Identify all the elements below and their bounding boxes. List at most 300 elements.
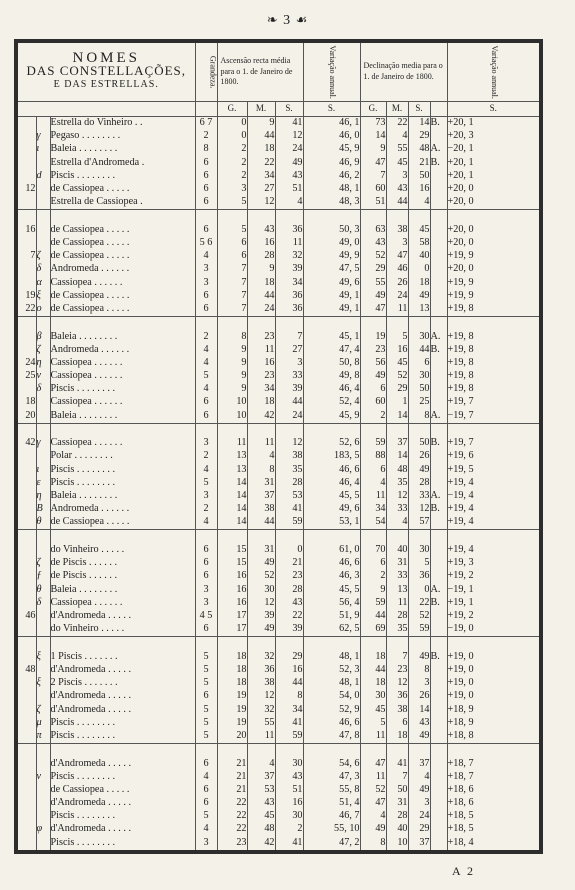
magnitude: 6 xyxy=(195,797,217,810)
magnitude: 4 xyxy=(195,463,217,476)
star-name: de Cassiopea . . . . . xyxy=(50,784,195,797)
dec-hemisphere xyxy=(430,703,447,716)
dec-seconds: 30 xyxy=(408,370,430,383)
dec-annual-variation: +18, 9 xyxy=(447,703,539,716)
dec-degrees: 34 xyxy=(360,503,386,516)
dec-seconds: 45 xyxy=(408,223,430,236)
sub-s: S. xyxy=(275,101,303,116)
ra-seconds: 23 xyxy=(275,570,303,583)
bayer-letter: ν xyxy=(36,370,50,383)
separator-cell xyxy=(18,316,36,330)
dec-annual-variation: +20, 1 xyxy=(447,156,539,169)
ra-seconds: 43 xyxy=(275,770,303,783)
flamsteed-number xyxy=(18,156,36,169)
table-row xyxy=(18,823,539,836)
flamsteed-number xyxy=(18,343,36,356)
dec-seconds: 0 xyxy=(408,263,430,276)
ra-hours: 18 xyxy=(217,664,247,677)
dec-hemisphere xyxy=(430,183,447,196)
dec-seconds: 29 xyxy=(408,823,430,836)
dec-annual-variation: +20, 0 xyxy=(447,183,539,196)
ra-annual-variation: 45, 9 xyxy=(303,409,360,423)
star-name: Piscis . . . . . . . . xyxy=(50,716,195,729)
dec-hemisphere: A. xyxy=(430,583,447,596)
header-grandeza: Grandeza. xyxy=(195,43,217,101)
bayer-letter xyxy=(36,623,50,637)
ra-hours: 10 xyxy=(217,396,247,409)
flamsteed-number xyxy=(18,130,36,143)
dec-seconds: 44 xyxy=(408,343,430,356)
magnitude: 3 xyxy=(195,263,217,276)
ra-minutes: 44 xyxy=(247,516,275,530)
bayer-letter: ι xyxy=(36,463,50,476)
magnitude: 6 xyxy=(195,570,217,583)
separator-cell xyxy=(217,743,247,757)
ra-annual-variation: 51, 4 xyxy=(303,797,360,810)
dec-seconds: 16 xyxy=(408,183,430,196)
bayer-letter xyxy=(36,757,50,770)
dec-degrees: 14 xyxy=(360,130,386,143)
magnitude: 4 xyxy=(195,250,217,263)
dec-degrees: 9 xyxy=(360,583,386,596)
dec-minutes: 6 xyxy=(386,716,408,729)
ra-seconds: 35 xyxy=(275,463,303,476)
ra-minutes: 16 xyxy=(247,357,275,370)
dec-minutes: 11 xyxy=(386,596,408,609)
ra-minutes: 43 xyxy=(247,797,275,810)
table-row xyxy=(18,183,539,196)
table-row xyxy=(18,596,539,609)
dec-annual-variation: +18, 9 xyxy=(447,716,539,729)
separator-cell xyxy=(36,210,50,224)
ra-seconds: 4 xyxy=(275,196,303,210)
ra-seconds: 3 xyxy=(275,357,303,370)
ra-hours: 7 xyxy=(217,276,247,289)
bayer-letter xyxy=(36,183,50,196)
dec-minutes: 35 xyxy=(386,623,408,637)
dec-seconds: 37 xyxy=(408,836,430,850)
dec-degrees: 47 xyxy=(360,303,386,317)
dec-seconds: 6 xyxy=(408,357,430,370)
table-row xyxy=(18,357,539,370)
title-line-3: E DAS ESTRELLAS. xyxy=(53,78,159,90)
magnitude: 8 xyxy=(195,143,217,156)
dec-hemisphere: B. xyxy=(430,156,447,169)
dec-degrees: 44 xyxy=(360,664,386,677)
dec-seconds: 49 xyxy=(408,650,430,663)
bayer-letter xyxy=(36,223,50,236)
ra-seconds: 24 xyxy=(275,409,303,423)
ra-minutes: 49 xyxy=(247,623,275,637)
separator-cell xyxy=(50,423,195,437)
dec-seconds: 26 xyxy=(408,690,430,703)
dec-hemisphere xyxy=(430,544,447,557)
dec-seconds: 58 xyxy=(408,237,430,250)
dec-degrees: 55 xyxy=(360,276,386,289)
ra-minutes: 9 xyxy=(247,116,275,130)
dec-minutes: 46 xyxy=(386,263,408,276)
table-row xyxy=(18,450,539,463)
dec-seconds: 14 xyxy=(408,703,430,716)
dec-hemisphere xyxy=(430,476,447,489)
separator-cell xyxy=(303,637,360,651)
magnitude: 6 xyxy=(195,409,217,423)
ra-minutes: 28 xyxy=(247,250,275,263)
star-name: d'Andromeda . . . . . xyxy=(50,703,195,716)
bayer-letter: d xyxy=(36,169,50,182)
separator-cell xyxy=(408,637,430,651)
magnitude: 6 xyxy=(195,169,217,182)
ra-minutes: 32 xyxy=(247,650,275,663)
separator-cell xyxy=(303,316,360,330)
ra-seconds: 39 xyxy=(275,263,303,276)
ra-seconds: 2 xyxy=(275,823,303,836)
table-row xyxy=(18,223,539,236)
separator-cell xyxy=(247,210,275,224)
star-rows xyxy=(18,116,539,850)
ra-annual-variation: 46, 0 xyxy=(303,130,360,143)
ra-annual-variation: 46, 6 xyxy=(303,463,360,476)
dec-seconds: 29 xyxy=(408,130,430,143)
ra-hours: 15 xyxy=(217,557,247,570)
ra-hours: 2 xyxy=(217,156,247,169)
table-row xyxy=(18,330,539,343)
magnitude: 3 xyxy=(195,437,217,450)
dec-hemisphere xyxy=(430,303,447,317)
separator-cell xyxy=(447,316,539,330)
dec-hemisphere: B. xyxy=(430,437,447,450)
table-row xyxy=(18,730,539,744)
ra-annual-variation: 46, 4 xyxy=(303,476,360,489)
dec-seconds: 26 xyxy=(408,450,430,463)
table-row xyxy=(18,757,539,770)
ra-hours: 21 xyxy=(217,770,247,783)
left-ornament-icon: ❧ xyxy=(266,12,279,27)
ra-seconds: 24 xyxy=(275,143,303,156)
ra-minutes: 12 xyxy=(247,196,275,210)
dec-degrees: 52 xyxy=(360,784,386,797)
dec-minutes: 1 xyxy=(386,396,408,409)
dec-minutes: 43 xyxy=(386,183,408,196)
magnitude: 5 xyxy=(195,476,217,489)
separator-cell xyxy=(195,637,217,651)
ra-hours: 19 xyxy=(217,690,247,703)
dec-degrees: 56 xyxy=(360,357,386,370)
ra-seconds: 34 xyxy=(275,703,303,716)
ra-minutes: 32 xyxy=(247,703,275,716)
dec-annual-variation: +19, 4 xyxy=(447,516,539,530)
ra-minutes: 4 xyxy=(247,450,275,463)
separator-cell xyxy=(50,637,195,651)
magnitude: 5 xyxy=(195,810,217,823)
ra-seconds: 16 xyxy=(275,797,303,810)
ra-hours: 14 xyxy=(217,503,247,516)
dec-annual-variation: +18, 7 xyxy=(447,757,539,770)
separator-cell xyxy=(18,743,36,757)
dec-degrees: 11 xyxy=(360,770,386,783)
ra-minutes: 11 xyxy=(247,437,275,450)
dec-degrees: 18 xyxy=(360,677,386,690)
dec-degrees: 6 xyxy=(360,383,386,396)
ra-minutes: 52 xyxy=(247,570,275,583)
ra-hours: 17 xyxy=(217,610,247,623)
flamsteed-number xyxy=(18,703,36,716)
dec-hemisphere xyxy=(430,169,447,182)
bayer-letter: δ xyxy=(36,383,50,396)
star-table-frame xyxy=(14,39,543,854)
ra-annual-variation: 48, 1 xyxy=(303,677,360,690)
table-row xyxy=(18,516,539,530)
flamsteed-number xyxy=(18,836,36,850)
separator-cell xyxy=(430,423,447,437)
dec-annual-variation: +19, 8 xyxy=(447,357,539,370)
separator-cell xyxy=(217,210,247,224)
table-row xyxy=(18,196,539,210)
dec-minutes: 23 xyxy=(386,664,408,677)
bayer-letter xyxy=(36,690,50,703)
flamsteed-number: 42 xyxy=(25,437,36,449)
sub-g2: G. xyxy=(360,101,386,116)
star-name: de Cassiopea . . . . . xyxy=(50,303,195,317)
dec-annual-variation: +19, 0 xyxy=(447,650,539,663)
sub-s2: S. xyxy=(303,101,360,116)
sub-g: G. xyxy=(217,101,247,116)
dec-degrees: 59 xyxy=(360,596,386,609)
flamsteed-number xyxy=(18,757,36,770)
flamsteed-number: 19 xyxy=(25,289,36,301)
dec-degrees: 49 xyxy=(360,289,386,302)
ra-minutes: 27 xyxy=(247,183,275,196)
ra-annual-variation: 46, 6 xyxy=(303,557,360,570)
dec-minutes: 37 xyxy=(386,437,408,450)
ra-seconds: 43 xyxy=(275,169,303,182)
header-variacao-1: Variação annual. xyxy=(303,43,360,101)
bayer-letter xyxy=(36,544,50,557)
dec-seconds: 40 xyxy=(408,250,430,263)
separator-cell xyxy=(430,316,447,330)
ra-hours: 10 xyxy=(217,409,247,423)
bayer-letter: B xyxy=(36,503,50,516)
group-separator xyxy=(18,423,539,437)
dec-annual-variation: −20, 1 xyxy=(447,143,539,156)
ra-hours: 22 xyxy=(217,823,247,836)
ra-annual-variation: 45, 5 xyxy=(303,490,360,503)
ra-minutes: 31 xyxy=(247,544,275,557)
dec-hemisphere xyxy=(430,730,447,744)
dec-minutes: 29 xyxy=(386,383,408,396)
ra-hours: 6 xyxy=(217,250,247,263)
ra-minutes: 12 xyxy=(247,596,275,609)
ra-annual-variation: 46, 9 xyxy=(303,156,360,169)
ra-minutes: 18 xyxy=(247,396,275,409)
flamsteed-number xyxy=(18,169,36,182)
ra-minutes: 37 xyxy=(247,770,275,783)
dec-seconds: 25 xyxy=(408,396,430,409)
ra-minutes: 23 xyxy=(247,370,275,383)
ra-annual-variation: 45, 1 xyxy=(303,330,360,343)
star-name: Piscis . . . . . . . . xyxy=(50,476,195,489)
star-name: 1 Piscis . . . . . . . xyxy=(50,650,195,663)
dec-degrees: 19 xyxy=(360,330,386,343)
dec-hemisphere xyxy=(430,396,447,409)
star-name: d'Andromeda . . . . . xyxy=(50,610,195,623)
ra-annual-variation: 46, 1 xyxy=(303,116,360,130)
table-row xyxy=(18,370,539,383)
dec-annual-variation: +18, 4 xyxy=(447,836,539,850)
flamsteed-number xyxy=(18,263,36,276)
bayer-letter: μ xyxy=(36,716,50,729)
table-row xyxy=(18,143,539,156)
bayer-letter: ζ xyxy=(36,343,50,356)
dec-hemisphere xyxy=(430,810,447,823)
dec-hemisphere xyxy=(430,557,447,570)
flamsteed-number xyxy=(18,784,36,797)
star-name: d'Andromeda . . . . . xyxy=(50,757,195,770)
dec-seconds: 4 xyxy=(408,196,430,210)
table-row xyxy=(18,409,539,423)
ra-seconds: 39 xyxy=(275,383,303,396)
separator-cell xyxy=(447,743,539,757)
ra-annual-variation: 54, 6 xyxy=(303,757,360,770)
dec-degrees: 69 xyxy=(360,623,386,637)
flamsteed-number: 16 xyxy=(25,223,36,235)
ra-minutes: 16 xyxy=(247,237,275,250)
magnitude: 6 xyxy=(195,690,217,703)
separator-cell xyxy=(247,423,275,437)
dec-minutes: 40 xyxy=(386,823,408,836)
ra-annual-variation: 55, 10 xyxy=(303,823,360,836)
dec-annual-variation: +18, 5 xyxy=(447,810,539,823)
star-name: Pegaso . . . . . . . . xyxy=(50,130,195,143)
magnitude: 3 xyxy=(195,583,217,596)
sub-m2: M. xyxy=(386,101,408,116)
ra-seconds: 51 xyxy=(275,784,303,797)
bayer-letter: ξ xyxy=(36,289,50,302)
flamsteed-number xyxy=(18,677,36,690)
bayer-letter xyxy=(36,610,50,623)
table-row xyxy=(18,130,539,143)
dec-minutes: 31 xyxy=(386,797,408,810)
dec-seconds: 52 xyxy=(408,610,430,623)
dec-degrees: 23 xyxy=(360,343,386,356)
dec-minutes: 16 xyxy=(386,343,408,356)
dec-hemisphere xyxy=(430,276,447,289)
bayer-letter xyxy=(36,409,50,423)
table-row xyxy=(18,156,539,169)
ra-minutes: 42 xyxy=(247,836,275,850)
dec-annual-variation: +20, 0 xyxy=(447,223,539,236)
ra-annual-variation: 49, 1 xyxy=(303,289,360,302)
ra-annual-variation: 56, 4 xyxy=(303,596,360,609)
ra-annual-variation: 47, 8 xyxy=(303,730,360,744)
flamsteed-number xyxy=(18,730,36,744)
dec-minutes: 38 xyxy=(386,223,408,236)
ra-seconds: 12 xyxy=(275,437,303,450)
separator-cell xyxy=(447,530,539,544)
dec-annual-variation: +18, 6 xyxy=(447,784,539,797)
dec-hemisphere xyxy=(430,797,447,810)
ra-hours: 22 xyxy=(217,810,247,823)
ra-minutes: 38 xyxy=(247,503,275,516)
ra-seconds: 8 xyxy=(275,690,303,703)
bayer-letter xyxy=(36,196,50,210)
dec-seconds: 37 xyxy=(408,757,430,770)
dec-seconds: 30 xyxy=(408,544,430,557)
bayer-letter xyxy=(36,784,50,797)
dec-seconds: 50 xyxy=(408,383,430,396)
separator-cell xyxy=(303,423,360,437)
dec-annual-variation: +19, 4 xyxy=(447,476,539,489)
table-row xyxy=(18,650,539,663)
dec-seconds: 30 xyxy=(408,330,430,343)
magnitude: 2 xyxy=(195,130,217,143)
table-row xyxy=(18,343,539,356)
dec-minutes: 52 xyxy=(386,370,408,383)
separator-cell xyxy=(408,530,430,544)
ra-minutes: 23 xyxy=(247,330,275,343)
separator-cell xyxy=(195,210,217,224)
dec-degrees: 59 xyxy=(360,437,386,450)
magnitude: 5 xyxy=(195,370,217,383)
flamsteed-number xyxy=(18,237,36,250)
flamsteed-number xyxy=(18,196,36,210)
dec-hemisphere xyxy=(430,130,447,143)
dec-degrees: 18 xyxy=(360,650,386,663)
flamsteed-number xyxy=(18,823,36,836)
ra-hours: 16 xyxy=(217,583,247,596)
dec-seconds: 59 xyxy=(408,623,430,637)
table-row xyxy=(18,797,539,810)
ra-seconds: 59 xyxy=(275,730,303,744)
separator-cell xyxy=(195,423,217,437)
ra-annual-variation: 45, 9 xyxy=(303,143,360,156)
ra-annual-variation: 47, 4 xyxy=(303,343,360,356)
flamsteed-number: 20 xyxy=(25,409,36,421)
magnitude: 6 xyxy=(195,223,217,236)
separator-cell xyxy=(217,316,247,330)
magnitude: 6 7 xyxy=(195,116,217,130)
dec-annual-variation: +18, 8 xyxy=(447,730,539,744)
dec-annual-variation: +19, 9 xyxy=(447,276,539,289)
group-separator xyxy=(18,210,539,224)
ra-minutes: 18 xyxy=(247,276,275,289)
dec-degrees: 54 xyxy=(360,516,386,530)
star-name: Cassiopea . . . . . . xyxy=(50,357,195,370)
dec-minutes: 45 xyxy=(386,156,408,169)
dec-minutes: 48 xyxy=(386,463,408,476)
dec-seconds: 18 xyxy=(408,276,430,289)
dec-hemisphere: B. xyxy=(430,650,447,663)
dec-annual-variation: +19, 7 xyxy=(447,437,539,450)
separator-cell xyxy=(360,316,386,330)
table-row xyxy=(18,476,539,489)
bayer-letter: δ xyxy=(36,263,50,276)
header-declinacao: Declinação media para o 1. de Janeiro de 1800. xyxy=(360,43,447,101)
dec-hemisphere xyxy=(430,610,447,623)
dec-degrees: 7 xyxy=(360,169,386,182)
table-row xyxy=(18,836,539,850)
ra-seconds: 7 xyxy=(275,330,303,343)
table-row xyxy=(18,463,539,476)
dec-degrees: 63 xyxy=(360,223,386,236)
star-name: Cassiopea . . . . . . xyxy=(50,596,195,609)
ra-annual-variation: 46, 3 xyxy=(303,570,360,583)
ra-annual-variation: 50, 8 xyxy=(303,357,360,370)
dec-minutes: 7 xyxy=(386,770,408,783)
flamsteed-number xyxy=(18,516,36,530)
dec-annual-variation: +19, 9 xyxy=(447,250,539,263)
bayer-letter: ƒ xyxy=(36,570,50,583)
